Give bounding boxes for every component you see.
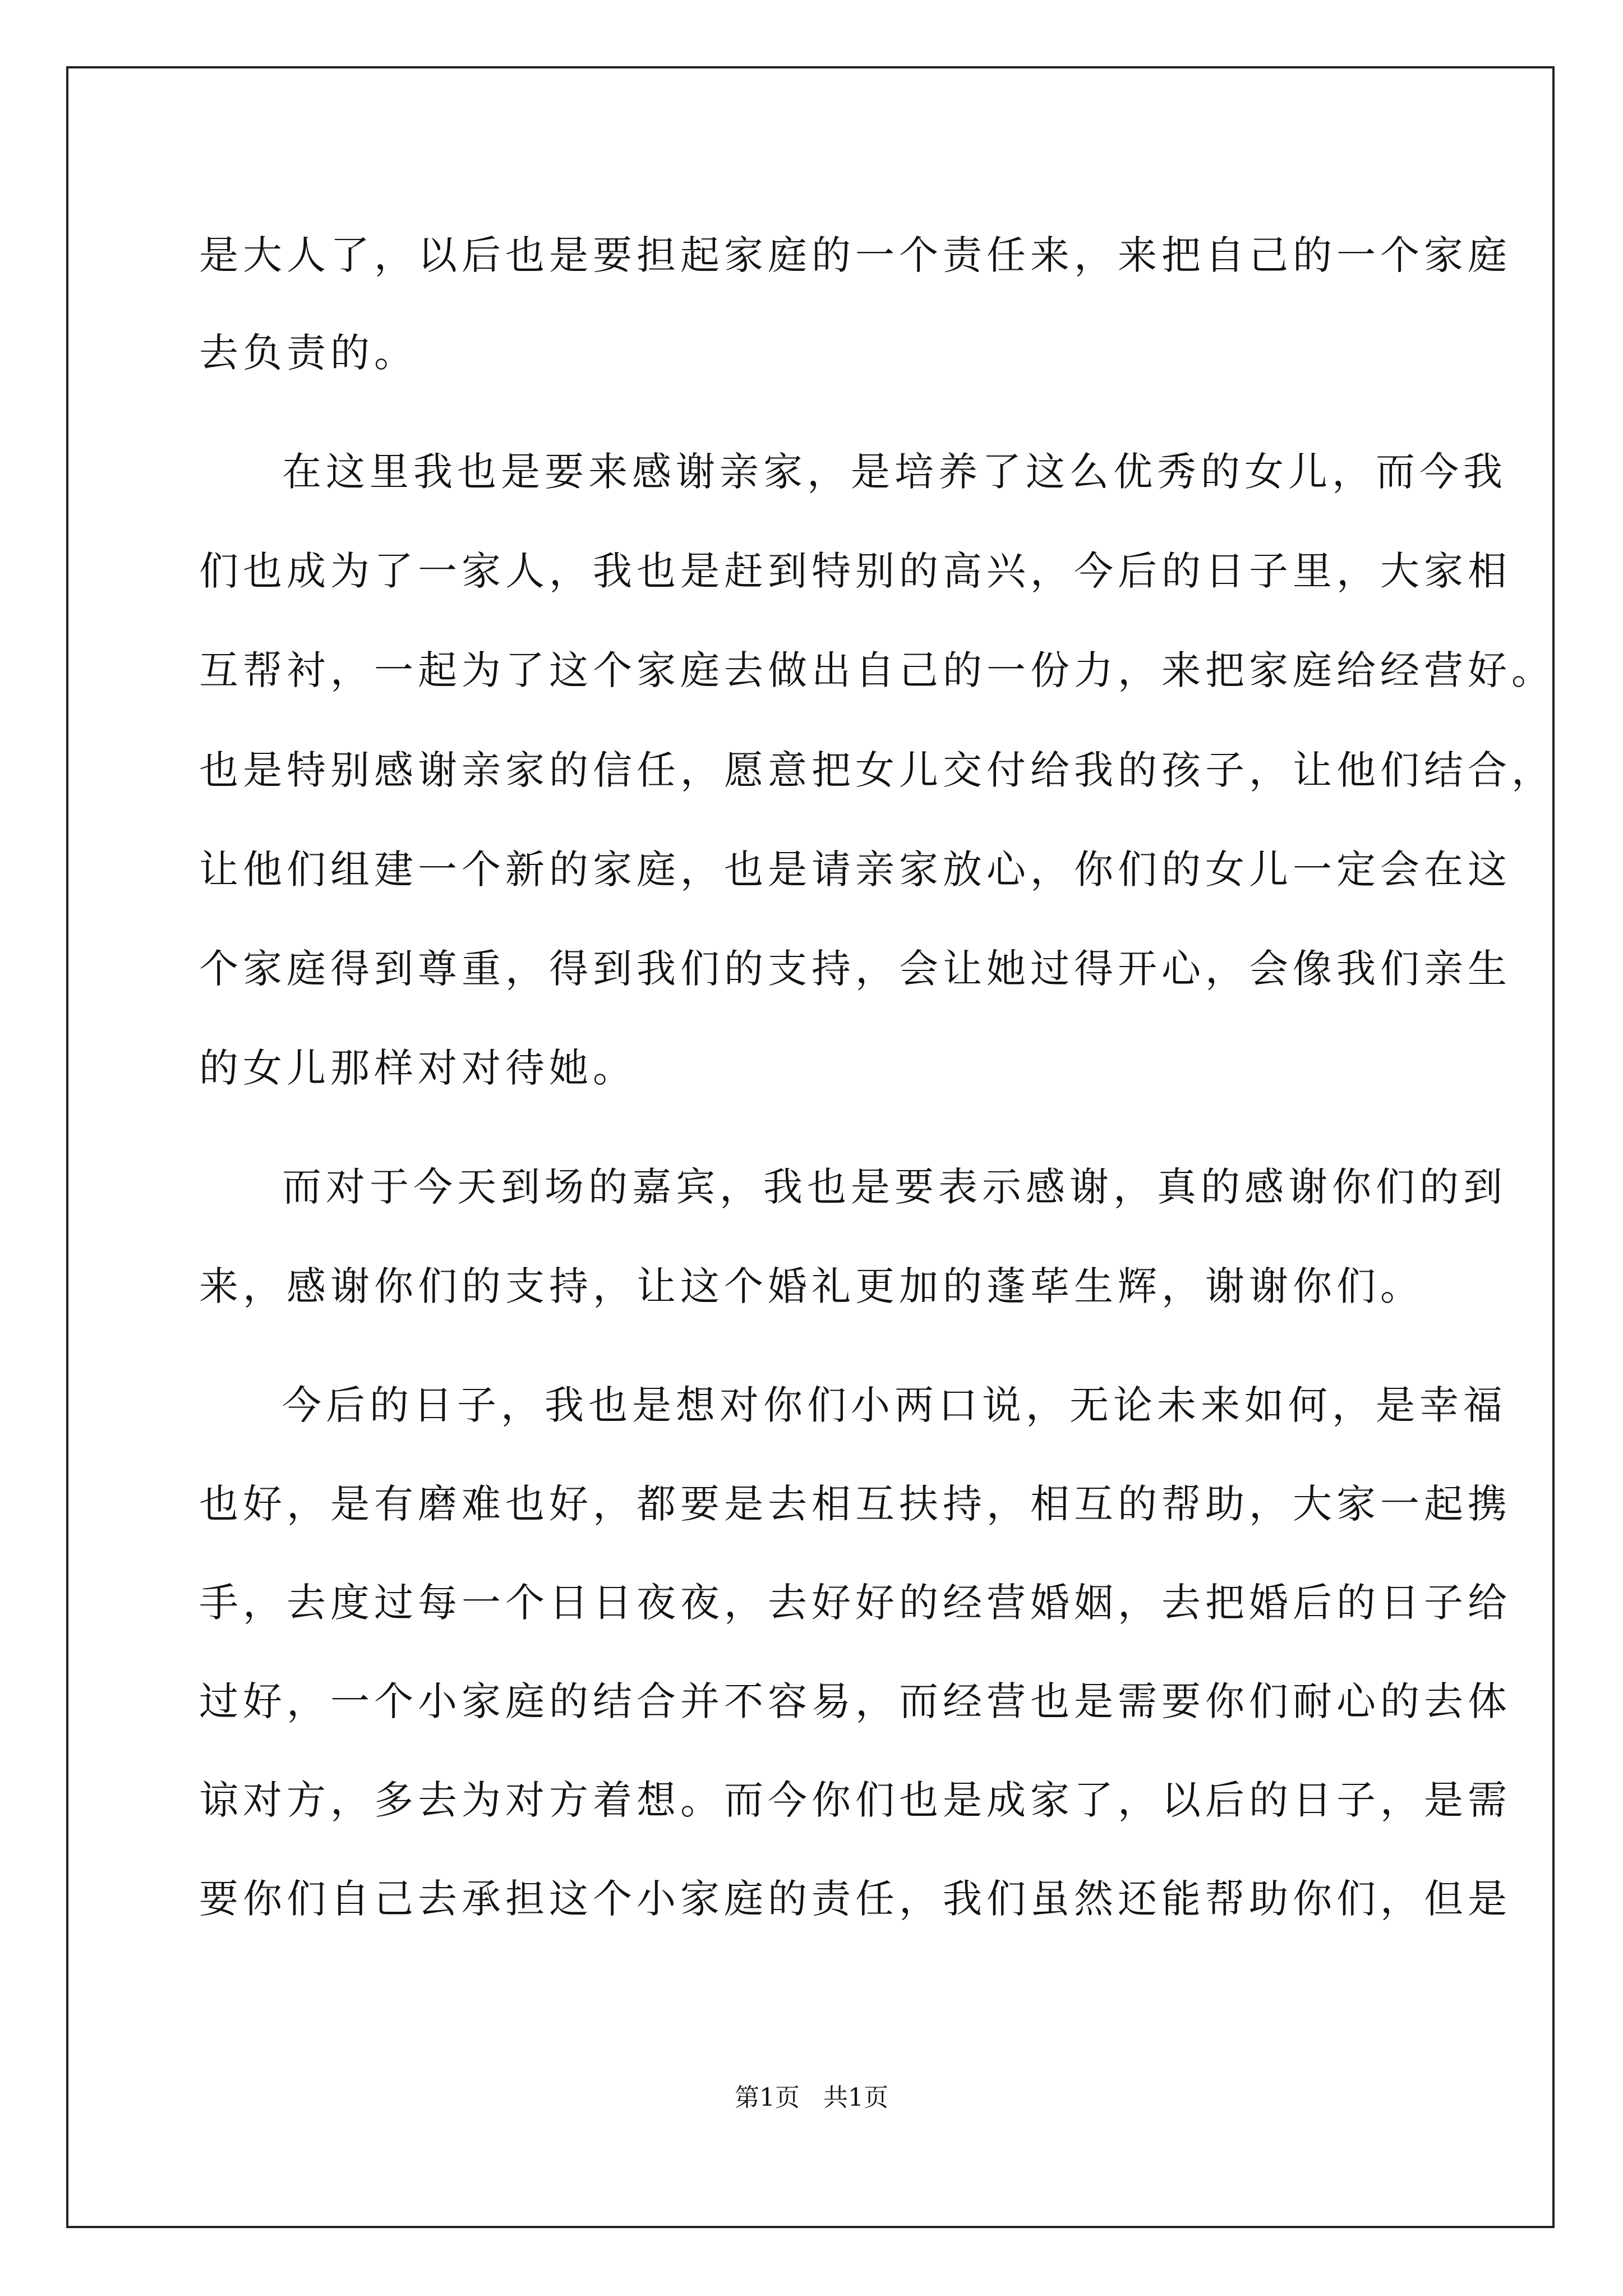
text-line: 过好，一个小家庭的结合并不容易，而经营也是需要你们耐心的去体: [199, 1678, 1511, 1724]
text-line-indented: 在这里我也是要来感谢亲家，是培养了这么优秀的女儿，而今我: [282, 449, 1507, 495]
text-line: 要你们自己去承担这个小家庭的责任，我们虽然还能帮助你们，但是: [199, 1876, 1511, 1922]
text-line-indented: 而对于今天到场的嘉宾，我也是要表示感谢，真的感谢你们的到: [282, 1164, 1507, 1210]
text-line: 让他们组建一个新的家庭，也是请亲家放心，你们的女儿一定会在这: [199, 846, 1511, 892]
text-line: 是大人了，以后也是要担起家庭的一个责任来，来把自己的一个家庭: [199, 232, 1511, 278]
text-line-indented: 今后的日子，我也是想对你们小两口说，无论未来如何，是幸福: [282, 1382, 1507, 1428]
text-line: 也是特别感谢亲家的信任，愿意把女儿交付给我的孩子，让他们结合，: [199, 747, 1555, 793]
text-line: 去负责的。: [199, 330, 418, 376]
text-line: 互帮衬，一起为了这个家庭去做出自己的一份力，来把家庭给经营好。: [199, 647, 1555, 693]
text-line: 手，去度过每一个日日夜夜，去好好的经营婚姻，去把婚后的日子给: [199, 1580, 1511, 1626]
page-number-footer: 第1页 共1页: [735, 2083, 888, 2112]
text-line: 个家庭得到尊重，得到我们的支持，会让她过得开心，会像我们亲生: [199, 946, 1511, 992]
text-line: 来，感谢你们的支持，让这个婚礼更加的蓬荜生辉，谢谢你们。: [199, 1263, 1424, 1309]
text-line: 也好，是有磨难也好，都要是去相互扶持，相互的帮助，大家一起携: [199, 1481, 1511, 1527]
text-line: 们也成为了一家人，我也是赶到特别的高兴，今后的日子里，大家相: [199, 548, 1511, 594]
text-line: 的女儿那样对对待她。: [199, 1045, 637, 1091]
text-line: 谅对方，多去为对方着想。而今你们也是成家了，以后的日子，是需: [199, 1777, 1511, 1823]
